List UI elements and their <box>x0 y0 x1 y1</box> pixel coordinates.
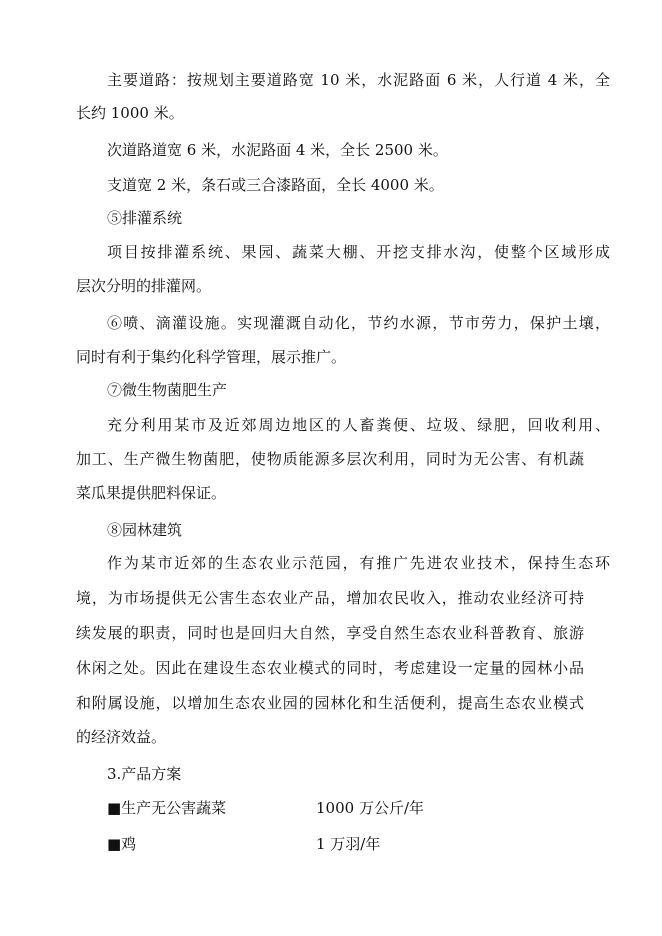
fertilizer-line-3: 菜瓜果提供肥料保证。 <box>76 484 227 502</box>
secondary-road-text: 次道路道宽 6 米，水泥路面 4 米，全长 2500 米。 <box>107 141 448 159</box>
garden-heading: ⑧园林建筑 <box>107 521 183 539</box>
garden-line-6: 的经济效益。 <box>76 728 167 746</box>
garden-line-1: 作为某市近郊的生态农业示范园，有推广先进农业技术，保持生态环 <box>107 554 610 572</box>
branch-road-text: 支道宽 2 米，条石或三合漆路面，全长 4000 米。 <box>107 176 444 194</box>
product-heading: 3.产品方案 <box>107 765 182 783</box>
product-quantity: 1000 万公斤/年 <box>316 799 424 817</box>
product-name: ■生产无公害蔬菜 <box>107 799 227 817</box>
product-quantity: 1 万羽/年 <box>316 835 381 853</box>
drainage-line-2: 层次分明的排灌网。 <box>76 277 212 295</box>
fertilizer-heading: ⑦微生物菌肥生产 <box>107 381 228 399</box>
main-road-line-1: 主要道路：按规划主要道路宽 10 米，水泥路面 6 米，人行道 4 米，全 <box>107 71 610 89</box>
garden-line-4: 休闲之处。因此在建设生态农业模式的同时，考虑建设一定量的园林小品 <box>76 659 584 677</box>
garden-line-5: 和附属设施，以增加生态农业园的园林化和生活便利，提高生态农业模式 <box>76 694 584 712</box>
product-row <box>107 798 547 818</box>
irrigation-line-2: 同时有利于集约化科学管理，展示推广。 <box>76 348 347 366</box>
product-name: ■鸡 <box>107 835 137 853</box>
drainage-heading: ⑤排灌系统 <box>107 209 183 227</box>
drainage-line-1: 项目按排灌系统、果园、蔬菜大棚、开挖支排水沟，使整个区域形成 <box>107 243 610 261</box>
main-road-line-2: 长约 1000 米。 <box>76 104 184 122</box>
product-row <box>107 834 547 854</box>
irrigation-line-1: ⑥喷、滴灌设施。实现灌溉自动化，节约水源，节市劳力，保护土壤， <box>107 314 610 332</box>
garden-line-2: 境，为市场提供无公害生态农业产品，增加农民收入，推动农业经济可持 <box>76 589 584 607</box>
garden-line-3: 续发展的职责，同时也是回归大自然，享受自然生态农业科普教育、旅游 <box>76 624 584 642</box>
fertilizer-line-2: 加工、生产微生物菌肥，使物质能源多层次利用，同时为无公害、有机蔬 <box>76 450 584 468</box>
fertilizer-line-1: 充分利用某市及近郊周边地区的人畜粪便、垃圾、绿肥，回收利用、 <box>107 416 610 434</box>
